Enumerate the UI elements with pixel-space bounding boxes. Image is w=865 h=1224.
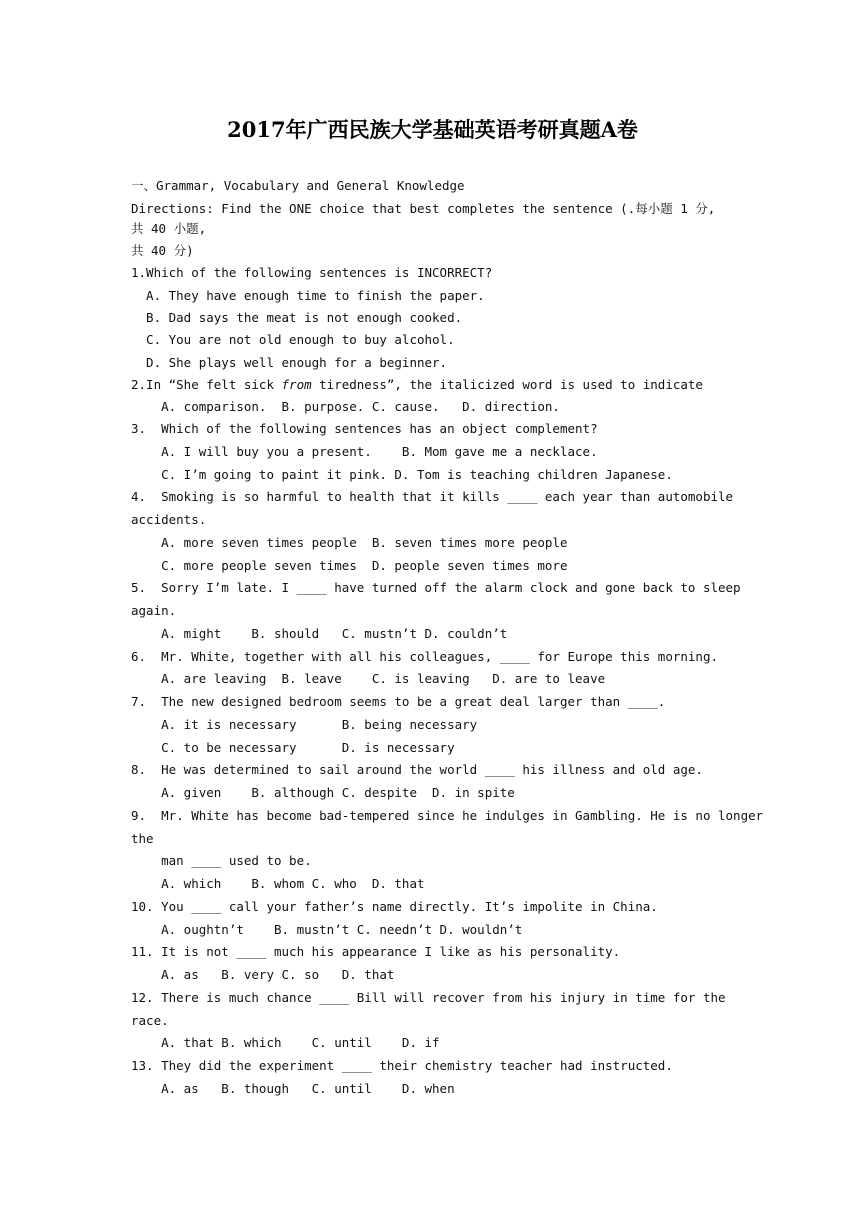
text-line: accidents. <box>131 512 207 527</box>
text-line: 8. He was determined to sail around the world ____ his illness and old age. <box>131 762 703 777</box>
text-line: 10. You ____ call your father’s name directly. It’s impolite in China. <box>131 899 658 914</box>
text-line: D. She plays well enough for a beginner. <box>131 355 448 370</box>
text-line: C. You are not old enough to buy alcohol. <box>131 332 455 347</box>
text-line: A. it is necessary B. being necessary <box>131 717 478 732</box>
text-line: 共 40 小题, <box>131 221 207 236</box>
text-line: the <box>131 831 154 846</box>
text-line: A. comparison. B. purpose. C. cause. D. direction. <box>131 399 560 414</box>
text-line: 13. They did the experiment ____ their chemistry teacher had instructed. <box>131 1058 673 1073</box>
text-line: A. which B. whom C. who D. that <box>131 876 425 891</box>
page-title: 2017年广西民族大学基础英语考研真题A卷 <box>227 117 638 142</box>
text-line: A. are leaving B. leave C. is leaving D. are to leave <box>131 671 606 686</box>
text-line: A. more seven times people B. seven times more people <box>131 535 568 550</box>
italic-word: from <box>281 377 312 392</box>
text-line: B. Dad says the meat is not enough cooked. <box>131 310 463 325</box>
text-line: man ____ used to be. <box>131 853 312 868</box>
text-line: A. might B. should C. mustn’t D. couldn’t <box>131 626 508 641</box>
text-line: C. I’m going to paint it pink. D. Tom is teaching children Japanese. <box>131 467 673 482</box>
text-line: race. <box>131 1013 169 1028</box>
text-line: 7. The new designed bedroom seems to be a great deal larger than ____. <box>131 694 666 709</box>
text-line: A. as B. very C. so D. that <box>131 967 395 982</box>
text-line: A. that B. which C. until D. if <box>131 1035 440 1050</box>
text-line: 5. Sorry I’m late. I ____ have turned off the alarm clock and gone back to sleep <box>131 580 741 595</box>
text-line: 9. Mr. White has become bad-tempered since he indulges in Gambling. He is no longer <box>131 808 764 823</box>
text-line: A. I will buy you a present. B. Mom gave me a necklace. <box>131 444 598 459</box>
text-line: 2.In “She felt sick from tiredness”, the italicized word is used to indicate <box>131 377 703 392</box>
text-line: 共 40 分) <box>131 243 194 258</box>
text-line: 1.Which of the following sentences is INCORRECT? <box>131 265 493 280</box>
text-line: 4. Smoking is so harmful to health that it kills ____ each year than automobile <box>131 489 734 504</box>
text-line: C. to be necessary D. is necessary <box>131 740 455 755</box>
text-line: C. more people seven times D. people seven times more <box>131 558 568 573</box>
text-line: 12. There is much chance ____ Bill will recover from his injury in time for the <box>131 990 726 1005</box>
text-line: Directions: Find the ONE choice that best completes the sentence (.每小题 1 分, <box>131 201 716 216</box>
text-line: A. as B. though C. until D. when <box>131 1081 455 1096</box>
text-line: 一、Grammar, Vocabulary and General Knowledge <box>131 178 465 193</box>
text-line: A. oughtn’t B. mustn’t C. needn’t D. wouldn’t <box>131 922 523 937</box>
text-line: 3. Which of the following sentences has an object complement? <box>131 421 598 436</box>
text-line: 6. Mr. White, together with all his colleagues, ____ for Europe this morning. <box>131 649 718 664</box>
text-line: A. given B. although C. despite D. in spite <box>131 785 515 800</box>
text-line: A. They have enough time to finish the paper. <box>131 288 485 303</box>
text-line: again. <box>131 603 177 618</box>
text-line: 11. It is not ____ much his appearance I like as his personality. <box>131 944 621 959</box>
